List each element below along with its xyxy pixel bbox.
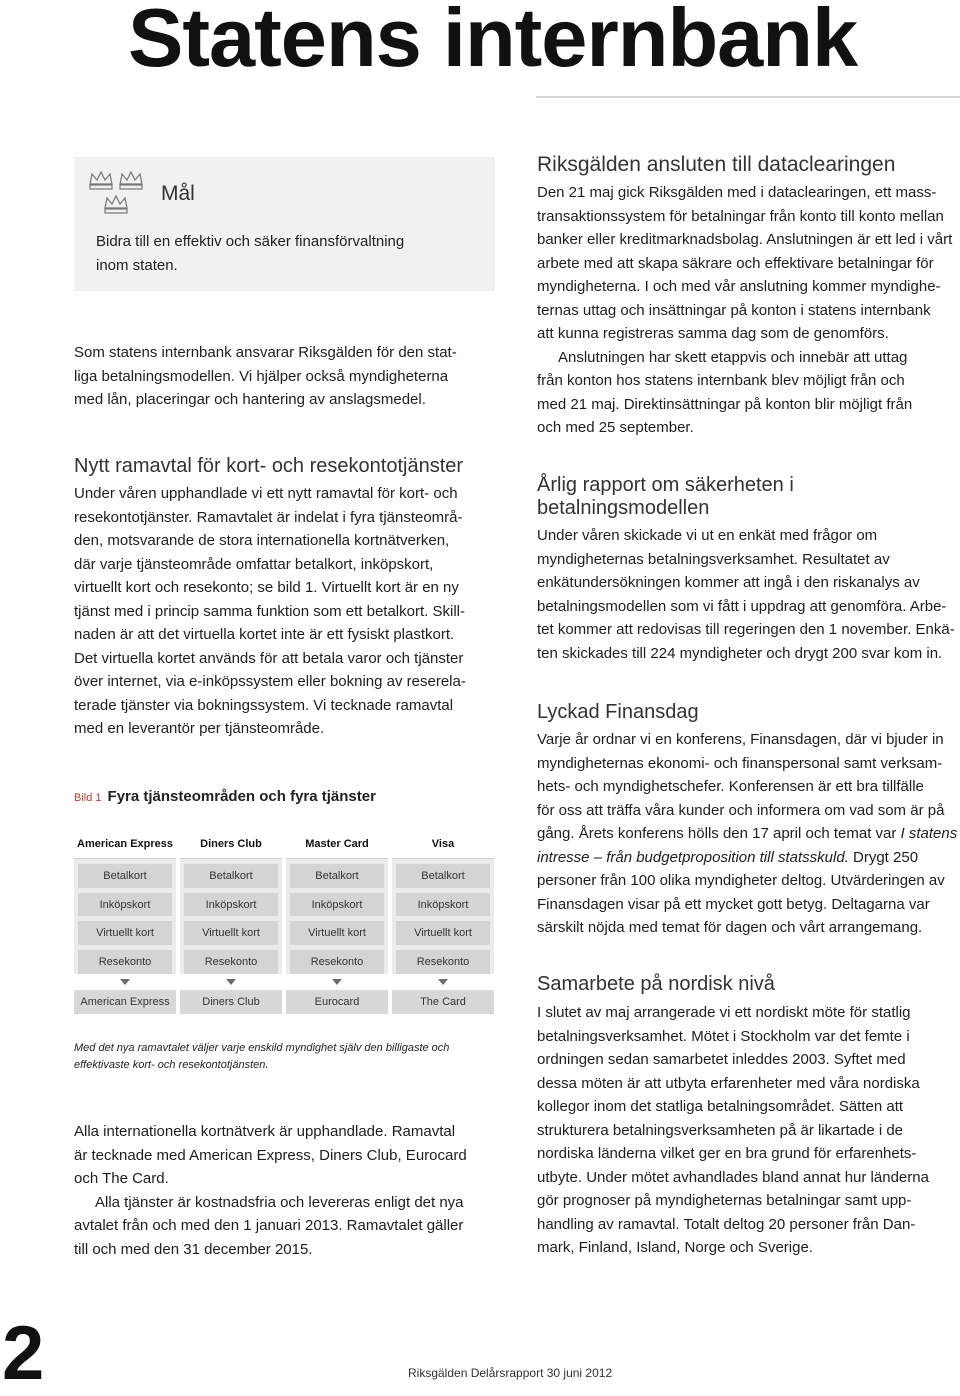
goal-text: Bidra till en effektiv och säker finansförvaltning inom staten. — [96, 233, 405, 274]
service-resekonto: Resekonto — [290, 950, 384, 974]
network-amex: American Express — [74, 990, 176, 1014]
section-heading-rapport: Årlig rapport om säkerheten i betalningsmodellen — [537, 474, 794, 519]
figure-label — [74, 788, 376, 805]
arrow-down-icon — [438, 979, 448, 985]
column-head: Visa — [392, 830, 494, 859]
service-virtuellt-kort: Virtuellt kort — [184, 921, 278, 945]
dataclearing-paragraph: Den 21 maj gick Riksgälden med i dataclearingen, ett mass- transaktionssystem för betalningar från konto till konto mellan banker eller kreditmarknadsbolag. Anslutningen är ett led i vårt arbete med att skapa säkrare och effektivare betalningar för myndigheterna. I och med vår anslutning kommer myndighe- ternas uttag och insättningar på konton i statens internbank att kunna registreras samma dag som de genomförs. Anslutningen har skett etappvis och innebär att uttag från konton hos statens internbank blev möjligt från och med 21 maj. Direktinsättningar på konton blir möjligt från och med 25 september. — [537, 184, 953, 436]
section-heading-dataclearing: Riksgälden ansluten till dataclearingen — [537, 153, 896, 176]
arrow-down-icon — [332, 979, 342, 985]
footer-text: Riksgälden Delårsrapport 30 juni 2012 — [408, 1366, 613, 1380]
service-column-mastercard — [286, 830, 388, 974]
closing-paragraph: Alla internationella kortnätverk är upphandlade. Ramavtal är tecknade med American Express, Diners Club, Eurocard och The Card. Alla tjänster är kostnadsfria och levereras enligt det nya avtalet från och med den 1 januari 2013. Ramavtalet gäller till och med den 31 december 2015. — [74, 1123, 467, 1258]
service-betalkort: Betalkort — [290, 864, 384, 888]
service-virtuellt-kort: Virtuellt kort — [396, 921, 490, 945]
service-virtuellt-kort: Virtuellt kort — [78, 921, 172, 945]
arrow-down-icon — [226, 979, 236, 985]
finansdag-paragraph: Varje år ordnar vi en konferens, Finansdagen, där vi bjuder in myndigheternas ekonomi- och finanspersonal samt verksam- hets- och myndighetschefer. Konferensen är ett bra tillfälle för oss att träffa våra kunder och informera om vad som är på gång. Årets konferens hölls den 17 april och temat var I statens intresse – från budgetproposition till statsskuld. Drygt 250 personer från 100 olika myndigheter deltog. Utvärderingen av Finansdagen visar på ett mycket gott betyg. Deltagarna var särskilt nöjda med temat för dagen och vårt arrangemang. — [537, 731, 958, 936]
column-head: Diners Club — [180, 830, 282, 859]
figure-title: Fyra tjänsteområden och fyra tjänster — [107, 788, 376, 805]
service-betalkort: Betalkort — [184, 864, 278, 888]
page-title: Statens internbank — [128, 0, 858, 84]
network-eurocard: Eurocard — [286, 990, 388, 1014]
service-column-amex — [74, 830, 176, 974]
network-diners: Diners Club — [180, 990, 282, 1014]
rapport-paragraph: Under våren skickade vi ut en enkät med frågor om myndigheternas betalningsverksamhet. Resultatet av enkätundersökningen kommer att ingå i den riskanalys av betalningsmodellen som vi fått i uppdrag att genomföra. Arbe- tet kommer att redovisas till regeringen den 1 november. Enkä- ten skickades till 224 myndigheter och drygt 200 svar kom in. — [537, 527, 955, 662]
service-betalkort: Betalkort — [78, 864, 172, 888]
goal-title: Mål — [161, 182, 195, 205]
column-head: Master Card — [286, 830, 388, 859]
network-the-card: The Card — [392, 990, 494, 1014]
section-heading-ramavtal: Nytt ramavtal för kort- och resekontotjänster — [74, 455, 464, 477]
three-crowns-icon — [86, 168, 148, 218]
page-number: 2 — [2, 1311, 45, 1396]
column-head: American Express — [74, 830, 176, 859]
section-heading-nordisk: Samarbete på nordisk nivå — [537, 973, 775, 995]
service-betalkort: Betalkort — [396, 864, 490, 888]
figure-caption: Med det nya ramavtalet väljer varje enskild myndighet själv den billigaste och effektivaste kort- och resekontotjänsten. — [74, 1042, 450, 1071]
service-resekonto: Resekonto — [184, 950, 278, 974]
service-inkopskort: Inköpskort — [290, 893, 384, 917]
service-resekonto: Resekonto — [396, 950, 490, 974]
service-inkopskort: Inköpskort — [184, 893, 278, 917]
header-rule — [536, 96, 960, 98]
service-virtuellt-kort: Virtuellt kort — [290, 921, 384, 945]
nordisk-paragraph: I slutet av maj arrangerade vi ett nordiskt möte för statlig betalningsverksamhet. Mötet i Stockholm var det femte i ordningen sedan samarbetet inleddes 2003. Syftet med dessa möten är att utbyta erfarenheter med våra nordiska kollegor inom det statliga betalningsområdet. Sätten att strukturera betalningsverksamheten på är likartade i de nordiska länderna vilket ger en bra grund för erfarenhets- utbyte. Under mötet avhandlades bland annat hur länderna gör prognoser på myndigheternas betalningar samt upp- handling av ramavtal. Totalt deltog 20 personer från Dan- mark, Finland, Island, Norge och Sverige. — [537, 1004, 929, 1256]
service-inkopskort: Inköpskort — [78, 893, 172, 917]
service-inkopskort: Inköpskort — [396, 893, 490, 917]
service-resekonto: Resekonto — [78, 950, 172, 974]
ramavtal-paragraph: Under våren upphandlade vi ett nytt ramavtal för kort- och resekontotjänster. Ramavtalet är indelat i fyra tjänsteområ- den, motsvarande de stora internationella kortnätverken, där varje tjänsteområde omfattar betalkort, inköpskort, virtuellt kort och resekonto; se bild 1. Virtuellt kort är en ny tjänst med i princip samma funktion som ett betalkort. Skill- naden är att det virtuella kortet inte är ett fysiskt plastkort. Det virtuella kortet används för att betala varor och tjänster över internet, via e-inköpssystem eller bokning av reserela- terade tjänster via bokningssystem. Vi tecknade ramavtal med en leverantör per tjänsteområde. — [74, 485, 466, 737]
figure-number: Bild 1 — [74, 792, 102, 804]
intro-paragraph: Som statens internbank ansvarar Riksgälden för den stat- liga betalningsmodellen. Vi hjälper också myndigheterna med lån, placeringar och hantering av anslagsmedel. — [74, 344, 457, 408]
service-column-visa — [392, 830, 494, 974]
section-heading-finansdag: Lyckad Finansdag — [537, 701, 699, 723]
arrow-down-icon — [120, 979, 130, 985]
service-column-diners — [180, 830, 282, 974]
